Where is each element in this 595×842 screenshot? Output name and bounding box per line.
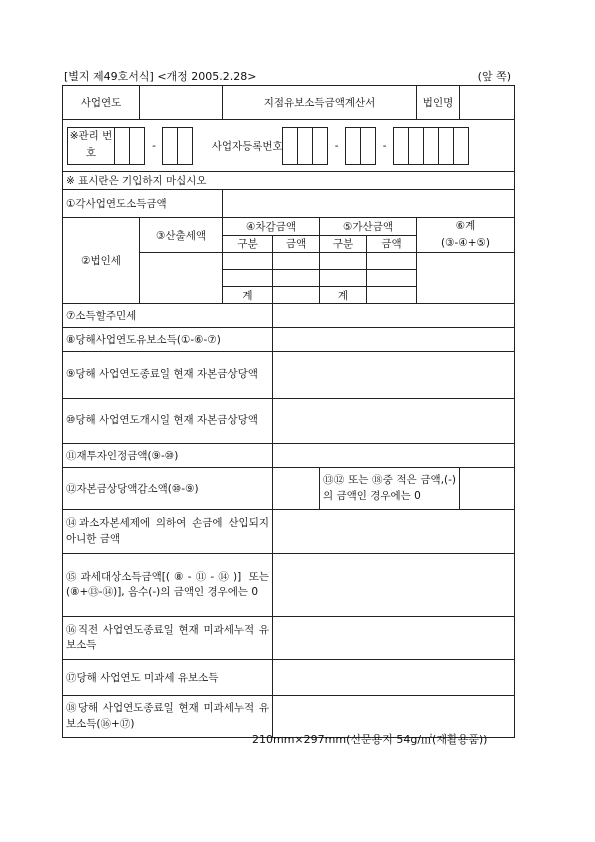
item-12-field[interactable]	[273, 468, 320, 510]
item-11-label: ⑪재투자인정금액(⑨-⑩)	[63, 444, 273, 468]
item-15-label: ⑮과세대상소득금액[(⑧-⑪-⑭)] 또는 (⑧+⑬-⑭)], 음수(-)의 금액인 경우에는 0	[63, 554, 273, 617]
item-13-label: ⑬⑫ 또는 ⑱중 적은 금액,(-)의 금액인 경우에는 0	[320, 468, 460, 510]
add-amount-cell[interactable]	[367, 270, 417, 287]
item-13-field[interactable]	[460, 468, 515, 510]
dash: -	[382, 139, 387, 152]
item-1-field[interactable]	[223, 190, 515, 218]
corp-name-field[interactable]	[460, 86, 515, 120]
add-amount-cell[interactable]	[367, 253, 417, 270]
item-17-field[interactable]	[273, 660, 515, 696]
corp-name-label: 법인명	[417, 86, 460, 120]
business-reg-boxes-3[interactable]	[394, 127, 469, 165]
form-reference: [별지 제49호서식] <개정 2005.2.28>	[64, 70, 257, 83]
item-6-label: ⑥계	[455, 220, 476, 232]
dash: -	[334, 139, 339, 152]
deduct-type-cell[interactable]	[223, 270, 273, 287]
page-side-label: (앞 쪽)	[477, 70, 511, 83]
item-10-field[interactable]	[273, 399, 515, 444]
item-14-field[interactable]	[273, 510, 515, 554]
add-amount-header: 금액	[367, 235, 417, 253]
item-14-label: ⑭과소자본세제에 의하여 손금에 산입되지 아니한 금액	[63, 510, 273, 554]
item-2-label: ②법인세	[63, 218, 140, 304]
item-12-label: ⑫자본금상당액감소액(⑩-⑨)	[63, 468, 273, 510]
management-number-label: ※관리 번호	[67, 127, 115, 165]
item-9-label: ⑨당해 사업연도종료일 현재 자본금상당액	[63, 352, 273, 399]
add-type-cell[interactable]	[320, 270, 367, 287]
item-16-field[interactable]	[273, 617, 515, 660]
form-title: 지점유보소득금액계산서	[223, 86, 417, 120]
deduct-amount-cell[interactable]	[273, 270, 320, 287]
item-11-field[interactable]	[273, 444, 515, 468]
item-7-label: ⑦소득할주민세	[63, 304, 273, 328]
item-4-label: ④차감금액	[223, 218, 320, 236]
deduct-amount-cell[interactable]	[273, 253, 320, 270]
item-7-field[interactable]	[273, 304, 515, 328]
dash: -	[152, 139, 156, 152]
item-1-label: ①각사업연도소득금액	[63, 190, 223, 218]
management-number-boxes-1[interactable]	[115, 127, 145, 165]
computation-form-table	[62, 85, 515, 738]
fiscal-year-label: 사업연도	[63, 86, 140, 120]
deduct-total-label: 계	[223, 287, 273, 304]
item-16-label: ⑯직전 사업연도종료일 현재 미과세누적 유보소득	[63, 617, 273, 660]
item-10-label: ⑩당해 사업연도개시일 현재 자본금상당액	[63, 399, 273, 444]
deduct-total-cell[interactable]	[273, 287, 320, 304]
item-18-label: ⑱당해 사업연도종료일 현재 미과세누적 유보소득(⑯+⑰)	[63, 696, 273, 738]
paper-spec-footer: 210mm×297mm(신문용지 54g/㎡(재활용품))	[252, 733, 488, 746]
item-6-formula: (③-④+⑤)	[441, 237, 491, 249]
add-total-label: 계	[320, 287, 367, 304]
item-3-field[interactable]	[140, 253, 223, 304]
item-5-label: ⑤가산금액	[320, 218, 417, 236]
business-reg-boxes-1[interactable]	[283, 127, 328, 165]
item-17-label: ⑰당해 사업연도 미과세 유보소득	[63, 660, 273, 696]
deduct-type-cell[interactable]	[223, 253, 273, 270]
item-3-label: ③산출세액	[140, 218, 223, 253]
deduct-type-header: 구분	[223, 235, 273, 253]
business-registration-label: 사업자등록번호	[211, 140, 283, 152]
business-reg-boxes-2[interactable]	[346, 127, 376, 165]
add-type-header: 구분	[320, 235, 367, 253]
item-8-label: ⑧당해사업연도유보소득(①-⑥-⑦)	[63, 328, 273, 352]
item-15-field[interactable]	[273, 554, 515, 617]
item-9-field[interactable]	[273, 352, 515, 399]
deduct-amount-header: 금액	[273, 235, 320, 253]
item-8-field[interactable]	[273, 328, 515, 352]
fiscal-year-field[interactable]	[140, 86, 223, 120]
management-number-boxes-2[interactable]	[163, 127, 193, 165]
item-6-field[interactable]	[417, 253, 515, 304]
add-type-cell[interactable]	[320, 253, 367, 270]
notice-text: ※ 표시란은 기입하지 마십시오	[63, 172, 515, 190]
add-total-cell[interactable]	[367, 287, 417, 304]
